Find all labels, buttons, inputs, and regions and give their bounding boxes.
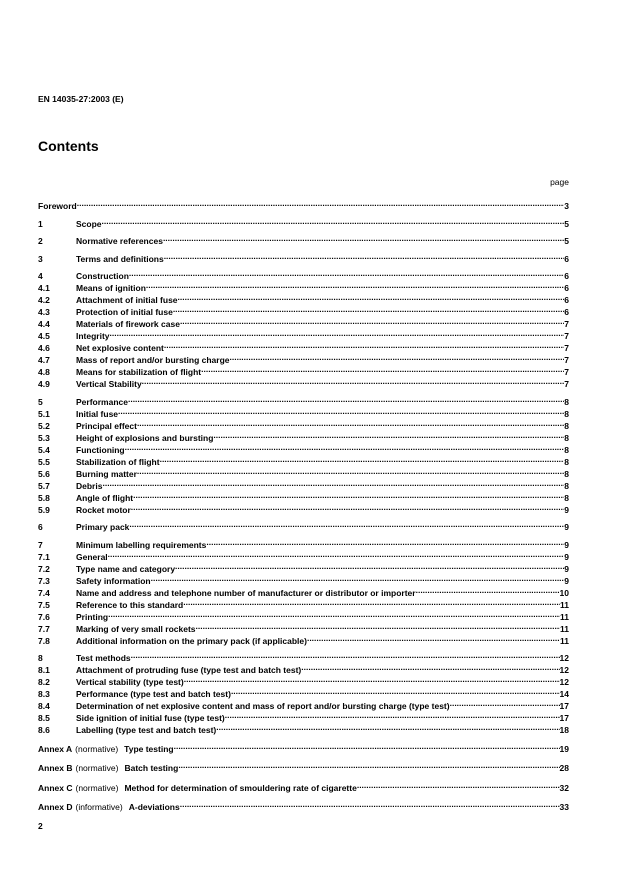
toc-entry-page: 10 <box>559 587 569 598</box>
dot-leader <box>125 441 565 453</box>
annex-kind: (informative) <box>75 802 123 812</box>
dot-leader <box>142 375 565 387</box>
toc-entry-page: 17 <box>559 701 569 711</box>
dot-leader <box>416 584 560 596</box>
dot-leader <box>225 709 560 721</box>
toc-entry-title: Normative references <box>76 236 163 246</box>
toc-entry-title: Height of explosions and bursting <box>76 432 214 443</box>
toc-entry-number: 4.9 <box>38 379 50 389</box>
toc-entry-page: 8 <box>564 408 569 419</box>
dot-leader <box>173 303 564 315</box>
toc-entry-title: Rocket motor <box>76 504 131 515</box>
toc-entry-page: 9 <box>564 563 569 574</box>
toc-entry-number: 8.3 <box>38 689 50 699</box>
annex-title: A-deviations <box>128 802 180 812</box>
toc-entry-title: Performance (type test and batch test) <box>76 689 231 699</box>
toc-entry-number: 4.7 <box>38 355 50 365</box>
toc-entry-number: 8.4 <box>38 701 50 711</box>
dot-leader <box>102 215 565 227</box>
toc-entry-title: Means of ignition <box>76 283 146 293</box>
toc-entry-title: Angle of flight <box>76 492 134 503</box>
annex-page: 33 <box>559 802 569 812</box>
toc-entry-number: 4.3 <box>38 307 50 317</box>
dot-leader <box>129 267 564 279</box>
toc-entry-page: 12 <box>559 653 569 663</box>
dot-leader <box>180 798 560 810</box>
toc-entry-page: 8 <box>564 420 569 431</box>
toc-entry-page: 7 <box>564 379 569 389</box>
toc-entry[interactable] <box>38 215 569 227</box>
toc-entry-page: 9 <box>564 539 569 550</box>
dot-leader <box>151 572 565 584</box>
toc-entry-page: 17 <box>559 713 569 723</box>
toc-entry[interactable] <box>38 518 569 530</box>
toc-entry-number: 7.8 <box>38 635 50 646</box>
toc-entry-title: Functioning <box>76 444 125 455</box>
dot-leader <box>131 649 560 661</box>
toc-entry-number: 6 <box>38 522 43 532</box>
toc-entry-page: 18 <box>559 725 569 735</box>
toc-entry-title: Side ignition of initial fuse (type test) <box>76 713 225 723</box>
dot-leader <box>146 279 564 291</box>
toc-entry-page: 12 <box>559 677 569 687</box>
toc-entry-page: 7 <box>564 367 569 377</box>
toc-entry-page: 3 <box>564 201 569 211</box>
toc-entry-page: 6 <box>564 283 569 293</box>
dot-leader <box>180 315 564 327</box>
toc-entry-number: 8.6 <box>38 725 50 735</box>
dot-leader <box>164 339 564 351</box>
page-number: 2 <box>38 821 43 831</box>
toc-entry-page: 6 <box>564 271 569 281</box>
toc-entry-number: 4.5 <box>38 331 50 341</box>
toc-entry[interactable] <box>38 267 569 279</box>
dot-leader <box>178 291 565 303</box>
dot-leader <box>110 327 565 339</box>
toc-entry-title: Reference to this standard <box>76 599 184 610</box>
toc-annex-entry[interactable] <box>38 798 569 811</box>
toc-entry-number: 8.2 <box>38 677 50 687</box>
toc-entry[interactable] <box>38 620 569 632</box>
toc-entry-page: 6 <box>564 253 569 264</box>
toc-entry-title: General <box>76 551 108 562</box>
toc-entry-page: 8 <box>564 396 569 407</box>
toc-entry-title: Primary pack <box>76 522 130 532</box>
dot-leader <box>307 632 560 644</box>
toc-entry-number: 7.1 <box>38 551 50 562</box>
toc-entry-number: 5.9 <box>38 504 50 515</box>
toc-entry-title: Name and address and telephone number of manufacturer or distributor or importer <box>76 587 416 598</box>
toc-entry-page: 9 <box>564 504 569 515</box>
toc-entry-number: 8.1 <box>38 665 50 675</box>
dot-leader <box>184 673 560 685</box>
toc-entry-number: 7.4 <box>38 587 50 598</box>
toc-entry-page: 7 <box>564 331 569 341</box>
toc-entry-page: 5 <box>564 218 569 229</box>
toc-annex-entry[interactable] <box>38 740 569 753</box>
toc-entry-page: 14 <box>559 689 569 699</box>
document-id-header: EN 14035-27:2003 (E) <box>38 94 124 104</box>
annex-label: Annex A <box>38 743 73 754</box>
dot-leader <box>357 779 560 791</box>
toc-entry-number: 7 <box>38 539 43 550</box>
toc-entry[interactable] <box>38 232 569 244</box>
toc-entry-page: 11 <box>560 623 569 634</box>
toc-entry[interactable] <box>38 327 569 339</box>
toc-entry-page: 8 <box>564 480 569 491</box>
toc-entry-page: 8 <box>564 432 569 443</box>
dot-leader <box>137 465 564 477</box>
toc-entry-page: 11 <box>560 635 569 646</box>
dot-leader <box>206 536 564 548</box>
table-of-contents <box>38 197 569 811</box>
dot-leader <box>183 596 560 608</box>
toc-entry-number: 5.4 <box>38 444 50 455</box>
toc-entry-title: Attachment of protruding fuse (type test and batch test) <box>76 665 302 675</box>
dot-leader <box>77 197 565 209</box>
dot-leader <box>196 620 560 632</box>
dot-leader <box>213 429 564 441</box>
dot-leader <box>163 232 564 244</box>
annex-title: Method for determination of smouldering rate of cigarette <box>124 782 357 793</box>
toc-entry-title: Test methods <box>76 653 131 663</box>
dot-leader <box>230 351 565 363</box>
dot-leader <box>201 363 564 375</box>
toc-entry-page: 11 <box>560 611 569 622</box>
annex-label: Annex C <box>38 782 73 793</box>
toc-entry-title: Vertical Stability <box>76 379 142 389</box>
toc-entry[interactable] <box>38 608 569 620</box>
toc-entry-title: Foreword <box>38 201 77 211</box>
toc-entry[interactable] <box>38 250 569 262</box>
toc-entry-title: Labelling (type test and batch test) <box>76 725 217 735</box>
toc-entry-title: Vertical stability (type test) <box>76 677 184 687</box>
toc-entry-title: Performance <box>76 396 128 407</box>
toc-entry-title: Burning matter <box>76 468 137 479</box>
toc-entry-page: 11 <box>560 599 569 610</box>
toc-entry-number: 8.5 <box>38 713 50 723</box>
page-title: Contents <box>38 138 99 154</box>
toc-entry-title: Mass of report and/or bursting charge <box>76 355 230 365</box>
toc-entry[interactable] <box>38 477 569 489</box>
toc-entry-number: 4.6 <box>38 343 50 353</box>
toc-entry-page: 8 <box>564 492 569 503</box>
toc-entry-number: 5.2 <box>38 420 50 431</box>
toc-entry-page: 9 <box>564 522 569 532</box>
toc-entry-title: Integrity <box>76 331 110 341</box>
dot-leader <box>160 453 565 465</box>
toc-entry-page: 5 <box>564 236 569 246</box>
dot-leader <box>131 501 564 513</box>
toc-entry-page: 8 <box>564 468 569 479</box>
toc-entry-number: 4.2 <box>38 295 50 305</box>
toc-entry-title: Means for stabilization of flight <box>76 367 202 377</box>
toc-entry-number: 4.8 <box>38 367 50 377</box>
dot-leader <box>129 518 564 530</box>
dot-leader <box>118 405 564 417</box>
toc-annex-entry[interactable] <box>38 759 569 772</box>
dot-leader <box>178 759 559 771</box>
toc-entry-number: 5.8 <box>38 492 50 503</box>
toc-entry-title: Minimum labelling requirements <box>76 539 207 550</box>
toc-entry[interactable] <box>38 560 569 572</box>
toc-entry-number: 5.6 <box>38 468 50 479</box>
annex-title: Type testing <box>124 743 174 754</box>
toc-entry[interactable] <box>38 405 569 417</box>
toc-entry-number: 4.4 <box>38 319 50 329</box>
toc-entry-title: Stabilization of flight <box>76 456 160 467</box>
toc-entry-title: Printing <box>76 611 109 622</box>
toc-entry-title: Terms and definitions <box>76 253 164 264</box>
page-column-label: page <box>550 177 569 187</box>
dot-leader <box>133 489 564 501</box>
toc-entry-page: 7 <box>564 355 569 365</box>
annex-kind: (normative) <box>75 782 119 793</box>
annex-kind: (normative) <box>75 743 119 754</box>
dot-leader <box>174 740 560 752</box>
toc-entry-page: 7 <box>564 343 569 353</box>
dot-leader <box>216 721 559 733</box>
toc-entry[interactable] <box>38 548 569 560</box>
toc-entry-number: 1 <box>38 218 43 229</box>
toc-entry[interactable] <box>38 393 569 405</box>
toc-entry-title: Attachment of initial fuse <box>76 295 178 305</box>
toc-entry-number: 7.2 <box>38 563 50 574</box>
dot-leader <box>108 548 565 560</box>
annex-label: Annex D <box>38 802 73 812</box>
toc-entry-page: 6 <box>564 295 569 305</box>
toc-entry-title: Initial fuse <box>76 408 119 419</box>
toc-entry-number: 8 <box>38 653 43 663</box>
toc-entry-number: 5.5 <box>38 456 50 467</box>
dot-leader <box>128 393 564 405</box>
toc-entry-number: 5.1 <box>38 408 50 419</box>
toc-entry[interactable] <box>38 489 569 501</box>
toc-entry-number: 4.1 <box>38 283 50 293</box>
toc-entry-title: Construction <box>76 271 129 281</box>
toc-entry[interactable] <box>38 649 569 661</box>
toc-entry-number: 7.6 <box>38 611 50 622</box>
toc-annex-entry[interactable] <box>38 779 569 792</box>
toc-entry-number: 5 <box>38 396 43 407</box>
toc-entry-number: 3 <box>38 253 43 264</box>
toc-entry-title: Marking of very small rockets <box>76 623 196 634</box>
toc-entry-number: 4 <box>38 271 43 281</box>
dot-leader <box>137 417 564 429</box>
dot-leader <box>301 661 559 673</box>
toc-entry-page: 9 <box>564 575 569 586</box>
toc-entry-title: Net explosive content <box>76 343 164 353</box>
annex-kind: (normative) <box>75 763 119 773</box>
toc-entry-number: 2 <box>38 236 43 246</box>
dot-leader <box>175 560 564 572</box>
annex-page: 19 <box>559 743 569 754</box>
toc-entry-title: Materials of firework case <box>76 319 180 329</box>
toc-entry-page: 8 <box>564 444 569 455</box>
dot-leader <box>102 477 564 489</box>
annex-label: Annex B <box>38 763 73 773</box>
toc-entry-number: 5.3 <box>38 432 50 443</box>
toc-entry-page: 8 <box>564 456 569 467</box>
toc-entry-page: 12 <box>559 665 569 675</box>
toc-entry-page: 9 <box>564 551 569 562</box>
toc-entry-page: 7 <box>564 319 569 329</box>
toc-entry-number: 7.5 <box>38 599 50 610</box>
toc-entry-title: Protection of initial fuse <box>76 307 173 317</box>
annex-title: Batch testing <box>124 763 179 773</box>
annex-page: 28 <box>559 763 569 773</box>
toc-entry-title: Scope <box>76 218 102 229</box>
toc-entry-title: Principal effect <box>76 420 137 431</box>
toc-entry-number: 5.7 <box>38 480 50 491</box>
annex-page: 32 <box>559 782 569 793</box>
toc-entry-title: Type name and category <box>76 563 176 574</box>
dot-leader <box>231 685 560 697</box>
dot-leader <box>108 608 560 620</box>
toc-entry[interactable] <box>38 339 569 351</box>
toc-entry-title: Determination of net explosive content and mass of report and/or bursting charge (type test) <box>76 701 450 711</box>
toc-entry-number: 7.3 <box>38 575 50 586</box>
dot-leader <box>164 250 565 262</box>
toc-entry[interactable] <box>38 536 569 548</box>
toc-entry-title: Debris <box>76 480 103 491</box>
toc-entry-page: 6 <box>564 307 569 317</box>
dot-leader <box>450 697 560 709</box>
toc-entry-title: Safety information <box>76 575 151 586</box>
toc-entry-number: 7.7 <box>38 623 50 634</box>
toc-entry-title: Additional information on the primary pack (if applicable) <box>76 635 307 646</box>
toc-entry[interactable] <box>38 197 569 209</box>
